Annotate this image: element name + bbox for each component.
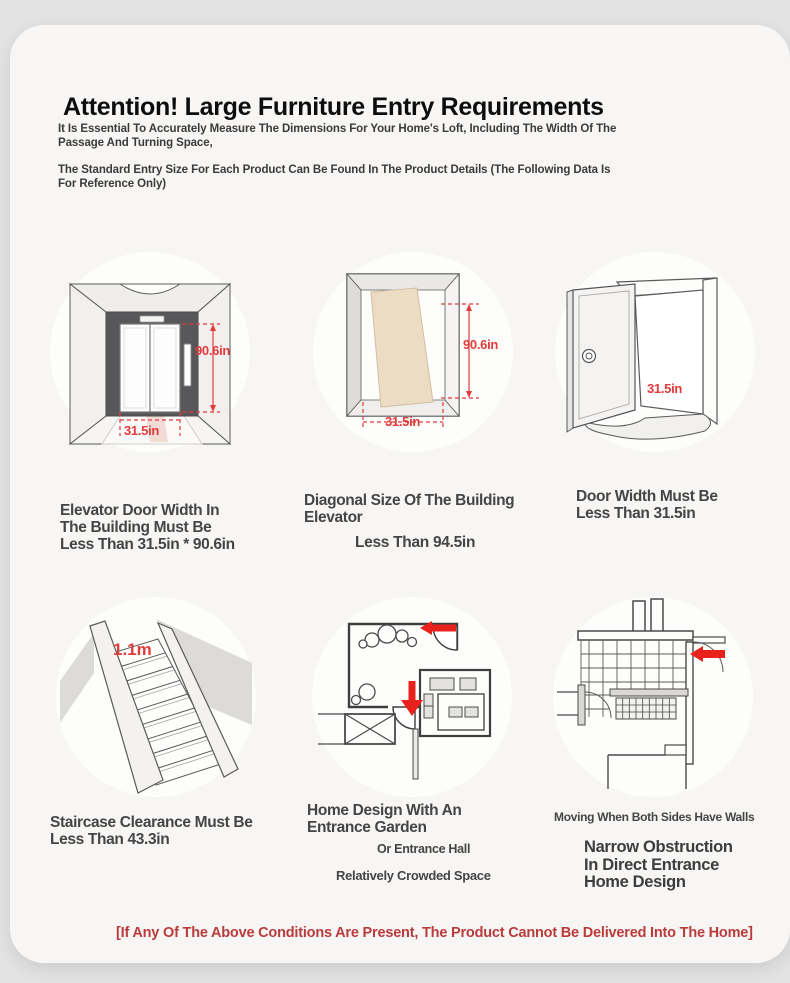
caption-entrance-garden-sub2: Relatively Crowded Space (336, 868, 491, 883)
staircase-illustration (56, 597, 256, 797)
caption-elevator-diagonal: Diagonal Size Of The Building Elevator (304, 492, 515, 526)
caption-elevator-diagonal-sub: Less Than 94.5in (355, 534, 476, 551)
elevator-front-icon (50, 252, 250, 452)
caption-narrow-note: Moving When Both Sides Have Walls (554, 810, 755, 824)
staircase-clearance-label: 1.1m (113, 640, 152, 659)
door-width-label: 31.5in (647, 381, 683, 396)
floor-plan-narrow-icon (553, 597, 753, 797)
intro-paragraph-2: The Standard Entry Size For Each Product Can Be Found In The Product Details (The Following Data Is For Reference Only) (58, 164, 611, 190)
caption-entrance-garden: Home Design With An Entrance Garden (307, 802, 462, 836)
content-card (10, 25, 790, 963)
entrance-garden-illustration (312, 597, 512, 797)
staircase-icon (56, 597, 256, 797)
intro-paragraph-1: It Is Essential To Accurately Measure The Dimensions For Your Home's Loft, Including The Width Of The Passage And Turning Space, (58, 123, 617, 149)
caption-narrow-obstruction: Narrow Obstruction In Direct Entrance Home Design (584, 838, 733, 891)
elevator-diagonal-illustration (313, 252, 513, 452)
page-title: Attention! Large Furniture Entry Requirements (63, 93, 604, 121)
door-width-illustration (555, 252, 755, 452)
footer-warning: [If Any Of The Above Conditions Are Present, The Product Cannot Be Delivered Into The Home] (116, 925, 753, 941)
diagonal-height-label: 90.6in (463, 337, 499, 352)
elevator-height-label: 90.6in (195, 343, 231, 358)
caption-door-width: Door Width Must Be Less Than 31.5in (576, 488, 718, 522)
elevator-door-illustration (50, 252, 250, 452)
caption-staircase: Staircase Clearance Must Be Less Than 43.3in (50, 814, 253, 848)
elevator-width-label: 31.5in (124, 423, 160, 438)
caption-elevator-door: Elevator Door Width In The Building Must Be Less Than 31.5in * 90.6in (60, 502, 235, 553)
caption-entrance-garden-sub1: Or Entrance Hall (377, 842, 471, 856)
open-door-icon (555, 252, 755, 452)
elevator-interior-icon (313, 252, 513, 452)
narrow-obstruction-illustration (553, 597, 753, 797)
diagonal-width-label: 31.5in (385, 414, 421, 429)
floor-plan-garden-icon (312, 597, 512, 797)
